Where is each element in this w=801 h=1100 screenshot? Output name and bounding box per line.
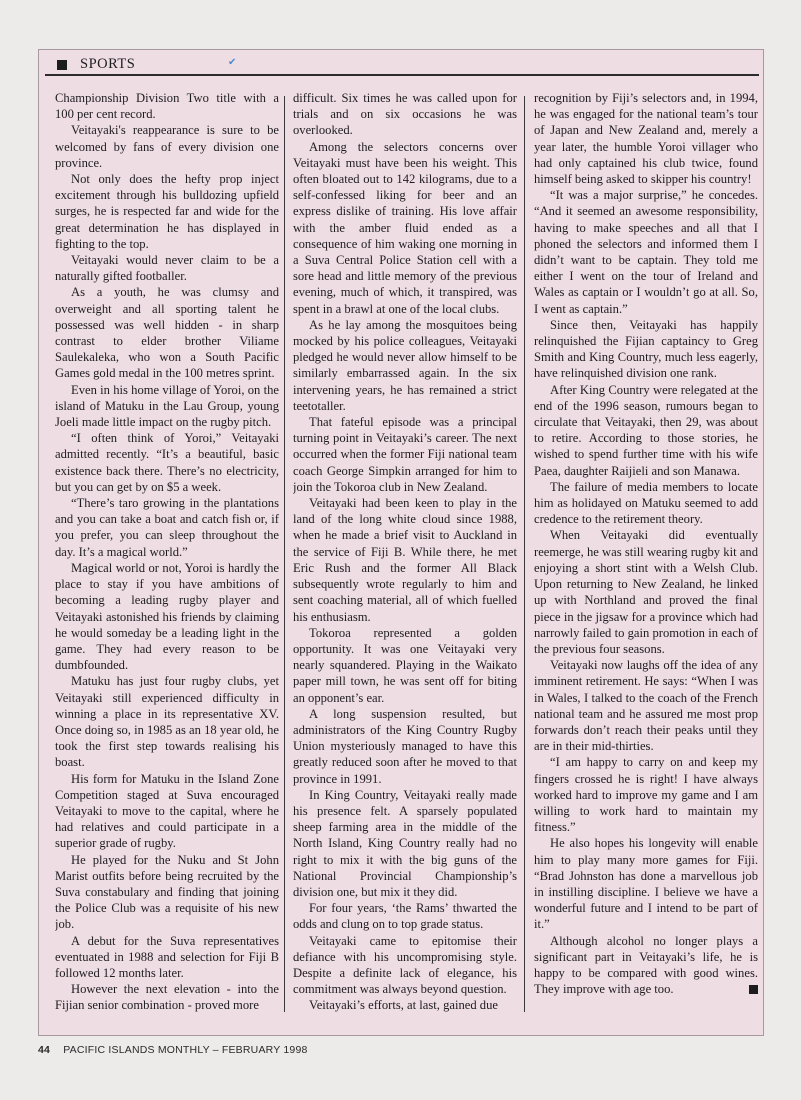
paragraph: A long suspension resulted, but administrators of the King Country Rugby Union mysteriously managed to have this greatly reduced soon after he moved to that province in 1991. (293, 706, 517, 786)
article-column-2 (293, 90, 517, 1015)
paragraph: Magical world or not, Yoroi is hardly the place to stay if you have ambitions of becoming a leading rugby player and Veitayaki astonished his friends by claiming he would someday be a leading light in the game. They had every reason to be dumbfounded. (55, 560, 279, 673)
tick-mark-icon: ✔ (228, 57, 237, 68)
paragraph: His form for Matuku in the Island Zone Competition staged at Suva encouraged Veitayaki to move to the capital, where he had relatives and could participate in a superior grade of rugby. (55, 771, 279, 851)
paragraph: “There’s taro growing in the plantations and you can take a boat and catch fish or, if you prefer, you can sleep throughout the day. It’s a magical world.” (55, 496, 279, 559)
paragraph: In King Country, Veitayaki really made his presence felt. A sparsely populated sheep farming area in the middle of the North Island, King Country really had no right to mix it with the big guns of the National Provincial Championship’s division one, but mix it they did. (293, 787, 517, 899)
paragraph: “I often think of Yoroi,” Veitayaki admitted recently. “It’s a beautiful, basic existence back there. There’s no electricity, but you can get by on $5 a week. (55, 431, 279, 494)
paragraph: Although alcohol no longer plays a significant part in Veitayaki’s life, he is happy to be compared with good wines. They improve with age too. (534, 933, 758, 997)
page-number: 44 (38, 1044, 51, 1056)
paragraph: That fateful episode was a principal turning point in Veitayaki’s career. The next occurred when the former Fiji national team coach George Simpkin arranged for him to join the Tokoroa club in New Zealand. (293, 415, 517, 494)
column-rule (284, 96, 285, 1012)
paragraph: difficult. Six times he was called upon for trials and on six occasions he was overlooked. (293, 91, 517, 138)
paragraph: When Veitayaki did eventually reemerge, he was still wearing rugby kit and enjoying a short stint with a Welsh Club. Upon returning to New Zealand, he linked up with Northland and proved the final piece in the jigsaw for a province which had narrowly failed to gain promotion in each of the previous four seasons. (534, 528, 758, 656)
paragraph: Championship Division Two title with a 100 per cent record. (55, 91, 279, 122)
paragraph: Among the selectors concerns over Veitayaki must have been his weight. This often bloated out to 142 kilograms, due to a self-confessed liking for beer and an express dislike of training. His love affair with the amber fluid ended as a consequence of him waking one morning in a Suva Central Police Station cell with a sore head and little memory of the previous evening, much of which, it transpired, was spent in a brawl at one of the local clubs. (293, 139, 517, 316)
end-of-article-icon (749, 985, 758, 994)
paragraph: However the next elevation - into the Fijian senior combination - proved more (55, 982, 279, 1013)
paragraph: Even in his home village of Yoroi, on the island of Matuku in the Lau Group, young Joeli made little impact on the rugby pitch. (55, 382, 279, 430)
paragraph: After King Country were relegated at the end of the 1996 season, rumours began to circulate that Veitayaki, then 29, was about to retire. According to those stories, he wished to spend further time with his wife Paea, daughter Raijieli and son Manawa. (534, 382, 758, 478)
paragraph: Tokoroa represented a golden opportunity. It was one Veitayaki very nearly squandered. Playing in the Waikato paper mill town, he was sent off for biting an opponent’s ear. (293, 625, 517, 705)
paragraph: “I am happy to carry on and keep my fingers crossed he is right! I have always worked hard to improve my game and I am willing to work hard to maintain my fitness.” (534, 755, 758, 835)
paragraph: Matuku has just four rugby clubs, yet Veitayaki still experienced difficulty in winning a place in its representative XV. Once doing so, in 1985 as an 18 year old, he took the first step towards realising his boast. (55, 674, 279, 770)
paragraph: Not only does the hefty prop inject excitement through his bulldozing upfield surges, he is respected far and wide for the great determination he has displayed in fighting to the top. (55, 172, 279, 251)
paragraph: recognition by Fiji’s selectors and, in 1994, he was engaged for the national team’s tour of Japan and New Zealand and, merely a year later, the humble Yoroi villager who had only captained his club twice, found himself being asked to skipper his country! (534, 91, 758, 187)
paragraph: As he lay among the mosquitoes being mocked by his police colleagues, Veitayaki pledged he would never allow himself to be similarly embarrassed again. In the six intervening years, he has remained a strict teetotaller. (293, 317, 517, 413)
section-header (45, 54, 759, 76)
publication-line: PACIFIC ISLANDS MONTHLY – FEBRUARY 1998 (63, 1044, 308, 1056)
article-column-3 (534, 90, 758, 1015)
paragraph: Veitayaki had been keen to play in the land of the long white cloud since 1988, when he made a brief visit to Auckland in the service of Fiji B. While there, he met Eric Rush and the former All Black subsequently wrote regularly to him and sent coaching material, all of which fuelled his enthusiasm. (293, 496, 517, 624)
paragraph: Since then, Veitayaki has happily relinquished the Fijian captaincy to Greg Smith and King Country, much less eagerly, have relinquished division one rank. (534, 317, 758, 381)
column-rule (524, 96, 525, 1012)
paragraph: Veitayaki’s efforts, at last, gained due (309, 998, 498, 1013)
paragraph: He also hopes his longevity will enable him to play many more games for Fiji. “Brad Johnston has done a marvellous job in instilling discipline. I believe we have a wonderful future and I intend to be part of it.” (534, 836, 758, 932)
paragraph: Veitayaki's reappearance is sure to be welcomed by fans of every division one province. (55, 123, 279, 170)
paragraph: Veitayaki would never claim to be a naturally gifted footballer. (55, 253, 279, 284)
section-square-icon (57, 60, 67, 70)
paragraph: Veitayaki came to epitomise their defiance with his uncompromising style. Despite a definite lack of elegance, his commitment was always beyond question. (293, 933, 517, 997)
paragraph: Veitayaki now laughs off the idea of any imminent retirement. He says: “When I was in Wales, I talked to the coach of the French national team and he assured me most prop forwards don’t reach their peaks until they are in their mid-thirties. (534, 658, 758, 754)
paragraph: A debut for the Suva representatives eventuated in 1988 and selection for Fiji B followed 12 months later. (55, 933, 279, 980)
paragraph: As a youth, he was clumsy and overweight and all sporting talent he possessed was well hidden - in sharp contrast to elder brother Viliame Saulekaleka, who won a South Pacific Games gold medal in the 100 metres sprint. (55, 285, 279, 381)
paragraph: The failure of media members to locate him as holidayed on Matuku seemed to add credence to the retirement theory. (534, 479, 758, 527)
section-label: SPORTS (80, 56, 136, 72)
page-footer (38, 1044, 308, 1056)
article-column-1 (55, 90, 279, 1015)
paragraph: “It was a major surprise,” he concedes. “And it seemed an awesome responsibility, having to make speeches and all that I phoned the selectors and informed them I didn’t want to be captain. They told me either I went on the tour of Ireland and Wales as captain or I wouldn’t go at all. So, I went as captain.” (534, 188, 758, 316)
paragraph: He played for the Nuku and St John Marist outfits before being recruited by the Suva constabulary and finding that joining the Police Club was a requisite of his new job. (55, 852, 279, 932)
paragraph: For four years, ‘the Rams’ thwarted the odds and clung on to top grade status. (293, 901, 517, 932)
